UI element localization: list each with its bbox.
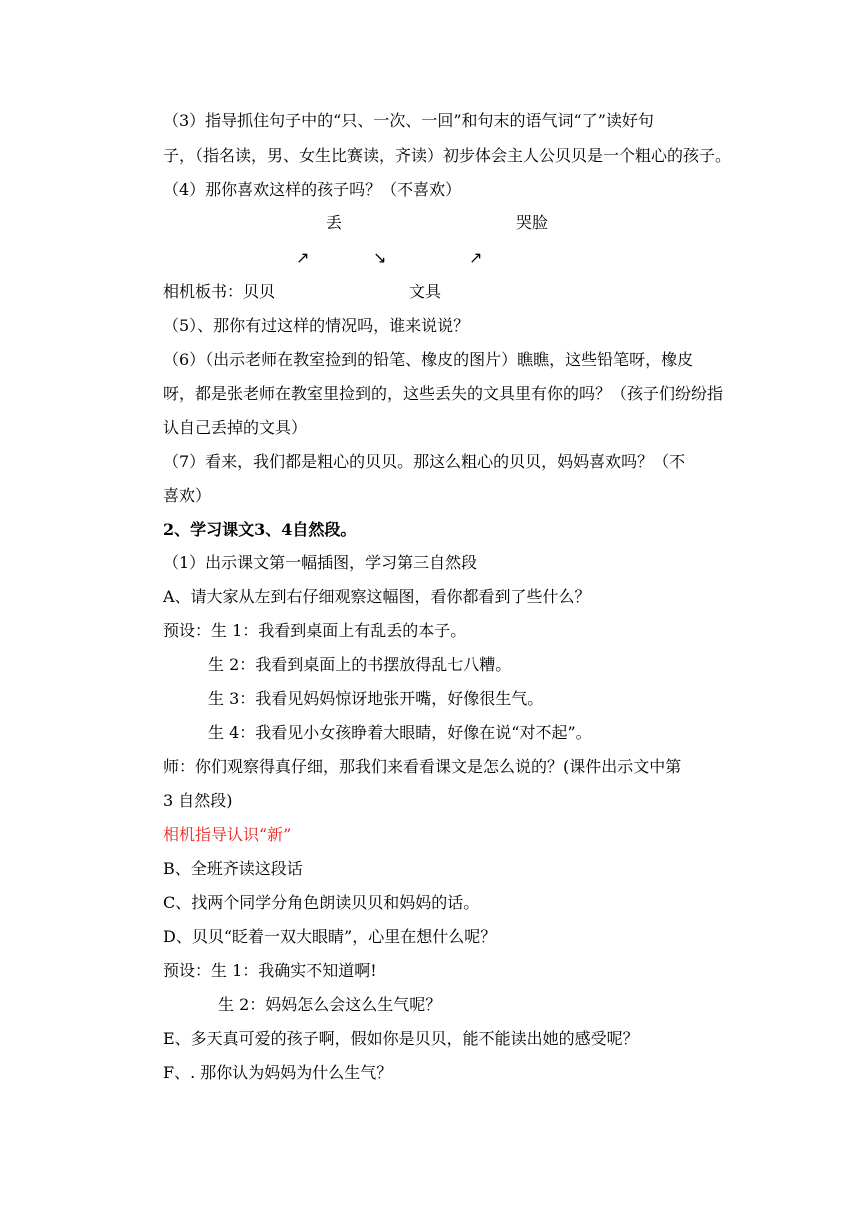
section-2-heading: 2、学习课文3、4自然段。 <box>163 520 357 539</box>
teacher-line-2: 3 自然段) <box>163 791 233 810</box>
paragraph-3-line-2: 子，（指名读，男、女生比赛读，齐读）初步体会主人公贝贝是一个粗心的孩子。 <box>163 146 732 165</box>
red-note: 相机指导认识“新” <box>163 825 292 844</box>
preset-answer-5: 预设：生 1：我确实不知道啊! <box>163 961 377 980</box>
arrow-up-right-icon: ↗ <box>296 248 310 267</box>
section-2-item-1: （1）出示课文第一幅插图，学习第三自然段 <box>163 553 478 572</box>
step-b: B、全班齐读这段话 <box>163 859 303 878</box>
paragraph-4: （4）那你喜欢这样的孩子吗？（不喜欢） <box>163 180 462 199</box>
teacher-line-1: 师：你们观察得真仔细，那我们来看看课文是怎么说的？(课件出示文中第 <box>163 757 682 776</box>
step-d: D、贝贝“眨着一双大眼睛”，心里在想什么呢？ <box>163 927 497 946</box>
paragraph-6-line-3: 认自己丢掉的文具） <box>163 418 308 437</box>
step-a: A、请大家从左到右仔细观察这幅图，看你都看到了些什么？ <box>163 587 591 606</box>
paragraph-6-line-2: 呀，都是张老师在教室里捡到的，这些丢失的文具里有你的吗？（孩子们纷纷指 <box>163 384 724 403</box>
paragraph-7-line-1: （7）看来，我们都是粗心的贝贝。那这么粗心的贝贝，妈妈喜欢吗？（不 <box>163 452 686 471</box>
preset-answer-2: 生 2：我看到桌面上的书摆放得乱七八糟。 <box>208 655 512 674</box>
step-e: E、多天真可爱的孩子啊，假如你是贝贝，能不能读出她的感受呢？ <box>163 1029 639 1048</box>
preset-answer-3: 生 3：我看见妈妈惊讶地张开嘴，好像很生气。 <box>208 689 544 708</box>
step-c: C、找两个同学分角色朗读贝贝和妈妈的话。 <box>163 893 480 912</box>
board-label: 相机板书：贝贝 <box>163 282 276 301</box>
preset-answer-6: 生 2：妈妈怎么会这么生气呢？ <box>218 995 442 1014</box>
arrow-down-right-icon: ↘ <box>373 248 387 267</box>
paragraph-6-line-1: （6）（出示老师在教室捡到的铅笔、橡皮的图片）瞧瞧，这些铅笔呀，橡皮 <box>163 350 694 369</box>
board-word-kulian: 哭脸 <box>516 213 549 232</box>
arrow-up-right-icon-2: ↗ <box>469 248 483 267</box>
paragraph-7-line-2: 喜欢） <box>163 486 212 505</box>
board-word-wenju: 文具 <box>409 282 442 301</box>
paragraph-3-line-1: （3）指导抓住句子中的“只、一次、一回”和句末的语气词“了”读好句 <box>163 111 654 130</box>
step-f: F、. 那你认为妈妈为什么生气？ <box>163 1063 393 1082</box>
board-word-diu: 丢 <box>326 213 343 232</box>
preset-answer-1: 预设：生 1：我看到桌面上有乱丢的本子。 <box>163 621 467 640</box>
paragraph-5: （5）、那你有过这样的情况吗，谁来说说？ <box>163 316 470 335</box>
preset-answer-4: 生 4：我看见小女孩睁着大眼睛，好像在说“对不起”。 <box>208 723 592 742</box>
